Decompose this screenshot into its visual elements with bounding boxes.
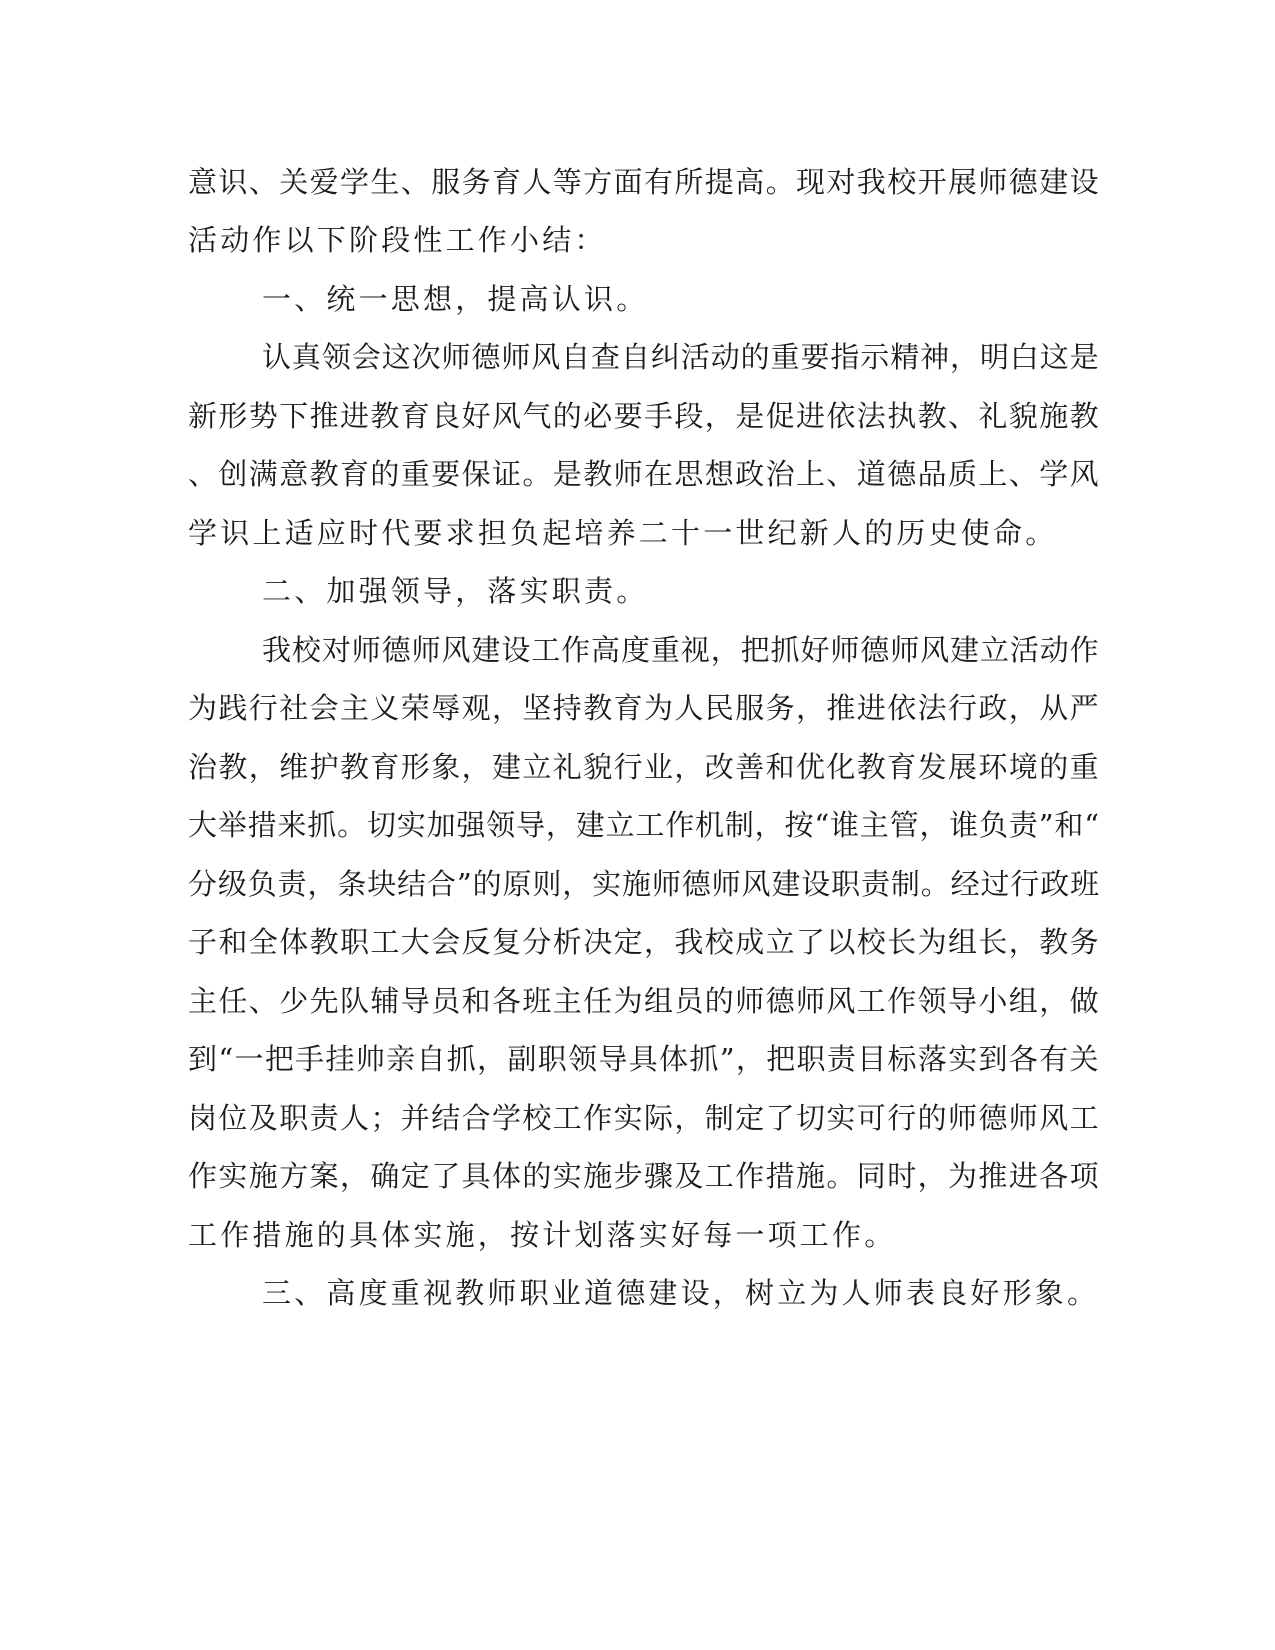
text-line: 治教，维护教育形象，建立礼貌行业，改善和优化教育发展环境的重 bbox=[188, 750, 1101, 784]
text-line: 到“一把手挂帅亲自抓，副职领导具体抓”，把职责目标落实到各有关 bbox=[188, 1042, 1100, 1076]
section-heading: 一、统一思想，提高认识。 bbox=[262, 282, 649, 316]
section-heading: 二、加强领导，落实职责。 bbox=[262, 574, 649, 608]
section-heading: 三、高度重视教师职业道德建设，树立为人师表良好形象。 bbox=[262, 1276, 1100, 1310]
text-line: 活动作以下阶段性工作小结： bbox=[188, 223, 607, 257]
text-line: 工作措施的具体实施，按计划落实好每一项工作。 bbox=[188, 1218, 897, 1252]
text-line: 主任、少先队辅导员和各班主任为组员的师德师风工作领导小组，做 bbox=[188, 984, 1101, 1018]
text-line: 、创满意教育的重要保证。是教师在思想政治上、道德品质上、学风 bbox=[188, 457, 1101, 491]
text-line: 为践行社会主义荣辱观，坚持教育为人民服务，推进依法行政，从严 bbox=[188, 691, 1101, 725]
text-line: 新形势下推进教育良好风气的必要手段，是促进依法执教、礼貌施教 bbox=[188, 399, 1101, 433]
text-line: 认真领会这次师德师风自查自纠活动的重要指示精神，明白这是 bbox=[262, 340, 1100, 374]
text-line: 学识上适应时代要求担负起培养二十一世纪新人的历史使命。 bbox=[188, 516, 1058, 550]
text-line: 作实施方案，确定了具体的实施步骤及工作措施。同时，为推进各项 bbox=[188, 1159, 1101, 1193]
text-line: 分级负责，条块结合”的原则，实施师德师风建设职责制。经过行政班 bbox=[188, 867, 1101, 901]
text-line: 我校对师德师风建设工作高度重视，把抓好师德师风建立活动作 bbox=[262, 633, 1100, 667]
text-line: 大举措来抓。切实加强领导，建立工作机制，按“谁主管，谁负责”和“ bbox=[188, 808, 1100, 842]
text-line: 子和全体教职工大会反复分析决定，我校成立了以校长为组长，教务 bbox=[188, 925, 1101, 959]
text-line: 意识、关爱学生、服务育人等方面有所提高。现对我校开展师德建设 bbox=[188, 165, 1101, 199]
text-line: 岗位及职责人；并结合学校工作实际，制定了切实可行的师德师风工 bbox=[188, 1101, 1101, 1135]
